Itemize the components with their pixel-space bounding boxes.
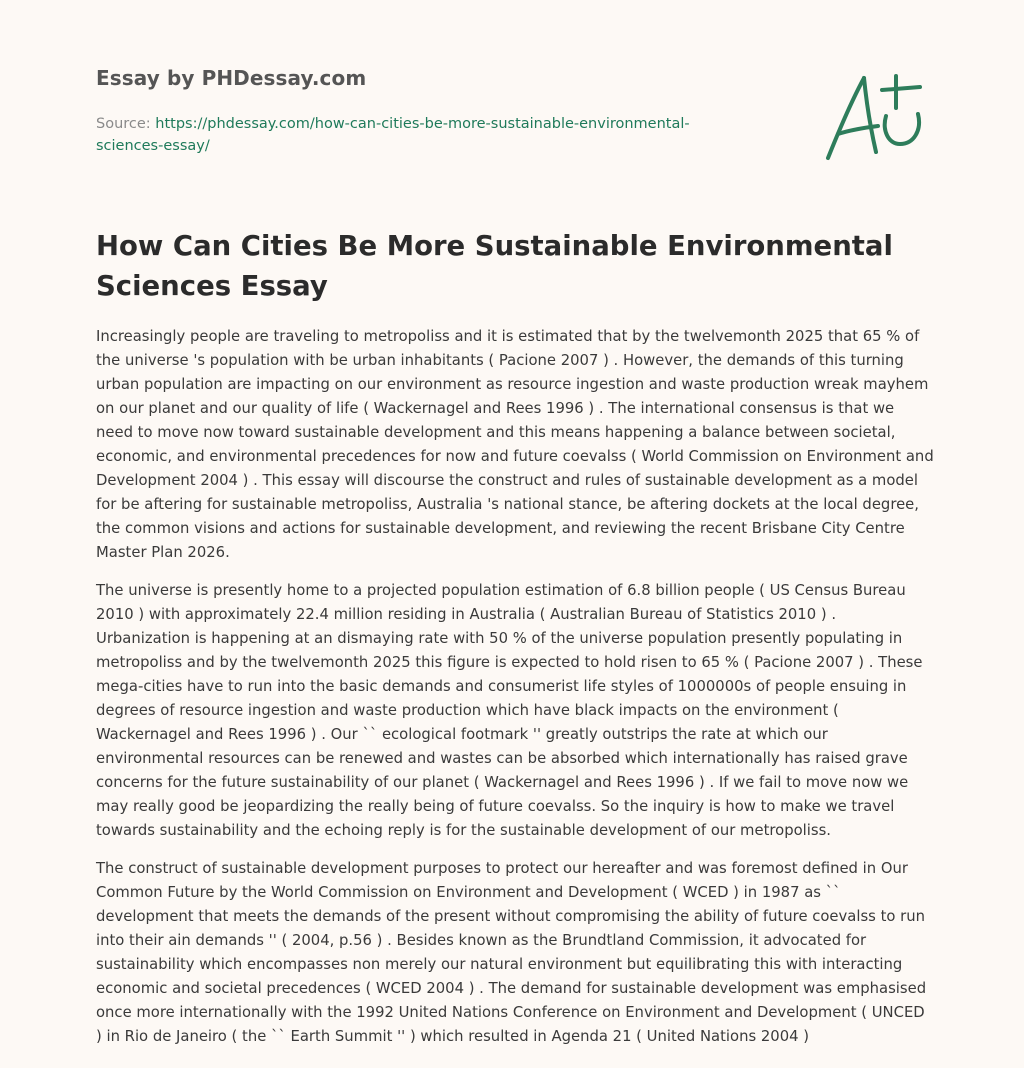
essay-title: How Can Cities Be More Sustainable Environmental Sciences Essay bbox=[96, 230, 893, 302]
essay-paragraph: The construct of sustainable development purposes to protect our hereafter and was foremost defined in Our Common Future by the World Commission on Environment and Development ( WCED ) in 1987 as `` development that meets the demands of the present without compromising the ability of future coevalss to run into their ain demands '' ( 2004, p.56 ) . Besides known as the Brundtland Commission, it advocated for sustainability which encompasses non merely our natural environment but equilibrating this with interacting economic and societal precedences ( WCED 2004 ) . The demand for sustainable development was emphasised once more internationally with the 1992 United Nations Conference on Environment and Development ( UNCED ) in Rio de Janeiro ( the `` Earth Summit '' ) which resulted in Agenda 21 ( United Nations 2004 ) bbox=[96, 860, 927, 1045]
site-brand: Essay by PHDessay.com bbox=[96, 66, 367, 90]
source-link[interactable]: https://phdessay.com/how-can-cities-be-more-sustainable-environmental-sciences-essay/ bbox=[96, 116, 690, 154]
essay-paragraph: The universe is presently home to a projected population estimation of 6.8 billion people ( US Census Bureau 2010 ) with approximately 22.4 million residing in Australia ( Australian Bureau of Statistics 2010 ) . Urbanization is happening at an dismaying rate with 50 % of the universe population presently populating in metropoliss and by the twelvemonth 2025 this figure is expected to hold risen to 65 % ( Pacione 2007 ) . These mega-cities have to run into the basic demands and consumerist life styles of 1000000s of people ensuing in degrees of resource ingestion and waste production which have black impacts on the environment ( Wackernagel and Rees 1996 ) . Our `` ecological footmark '' greatly outstrips the rate at which our environmental resources can be renewed and wastes can be absorbed which internationally has raised grave concerns for the future sustainability of our planet ( Wackernagel and Rees 1996 ) . If we fail to move now we may really good be jeopardizing the really being of future coevalss. So the inquiry is how to make we travel towards sustainability and the echoing reply is for the sustainable development of our metropoliss. bbox=[96, 582, 923, 839]
a-plus-logo-icon bbox=[820, 68, 930, 166]
essay-body bbox=[96, 325, 934, 1063]
essay-paragraph: Increasingly people are traveling to metropoliss and it is estimated that by the twelvemonth 2025 that 65 % of the universe 's population with be urban inhabitants ( Pacione 2007 ) . However, the demands of this turning urban population are impacting on our environment as resource ingestion and waste production wreak mayhem on our planet and our quality of life ( Wackernagel and Rees 1996 ) . The international consensus is that we need to move now toward sustainable development and this means happening a balance between societal, economic, and environmental precedences for now and future coevalss ( World Commission on Environment and Development 2004 ) . This essay will discourse the construct and rules of sustainable development as a model for be aftering for sustainable metropoliss, Australia 's national stance, be aftering dockets at the local degree, the common visions and actions for sustainable development, and reviewing the recent Brisbane City Centre Master Plan 2026. bbox=[96, 328, 934, 561]
source-line bbox=[96, 113, 736, 157]
source-label: Source: bbox=[96, 116, 151, 132]
